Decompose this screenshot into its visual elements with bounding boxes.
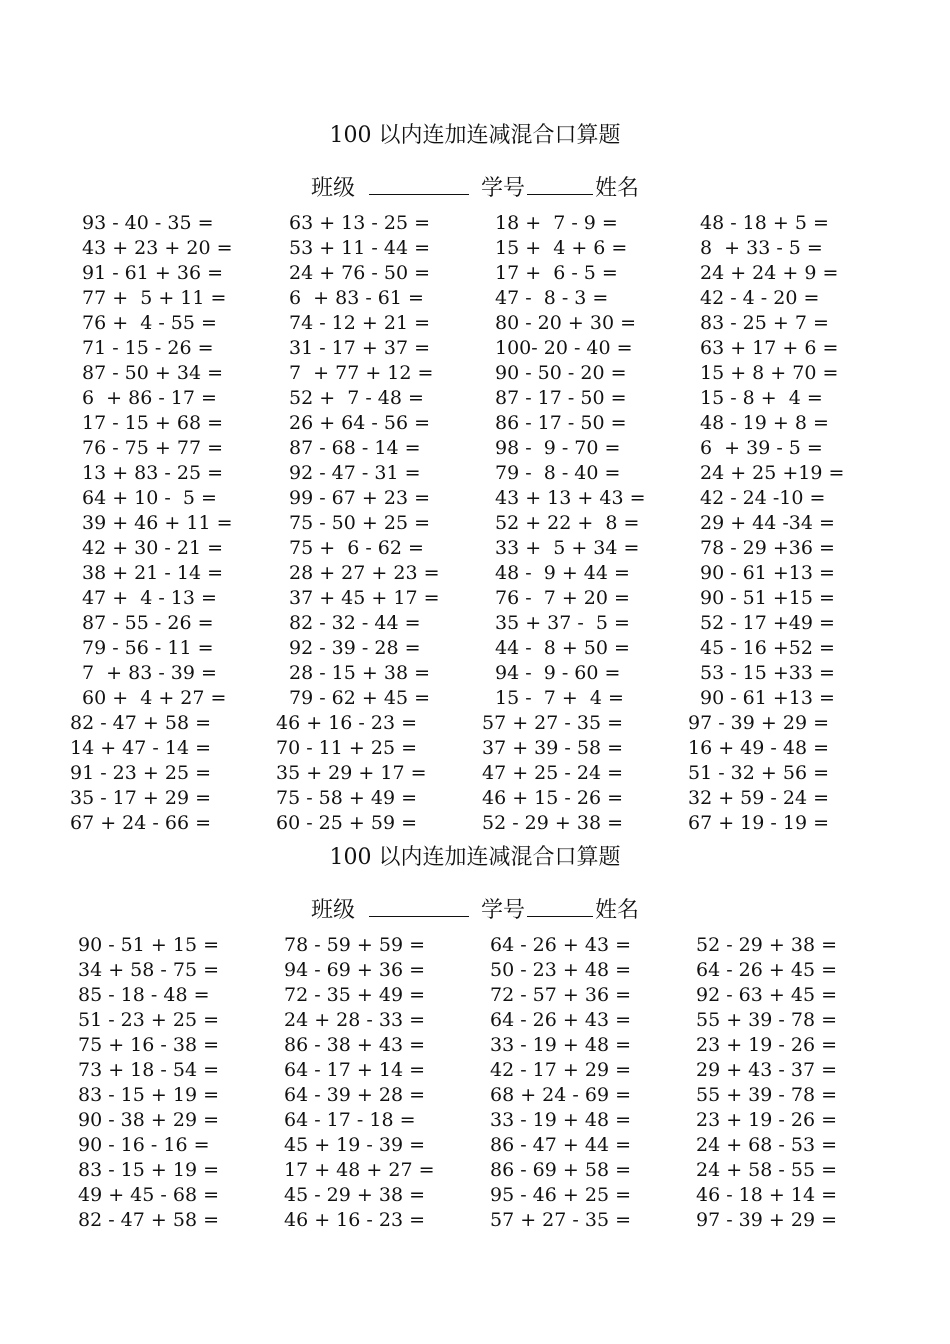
problem-item: 52 + 7 - 48 = xyxy=(289,387,424,409)
problem-item: 24 + 25 +19 = xyxy=(700,462,845,484)
problem-item: 14 + 47 - 14 = xyxy=(70,737,211,759)
problem-item: 17 - 15 + 68 = xyxy=(82,412,223,434)
problem-item: 33 - 19 + 48 = xyxy=(490,1109,631,1131)
problem-item: 68 + 24 - 69 = xyxy=(490,1084,631,1106)
id-label: 学号 xyxy=(480,176,525,201)
problem-item: 60 - 25 + 59 = xyxy=(276,812,417,834)
problem-item: 90 - 61 +13 = xyxy=(700,562,835,584)
problem-item: 45 - 16 +52 = xyxy=(700,637,835,659)
problem-item: 94 - 9 - 60 = xyxy=(495,662,621,684)
problem-item: 91 - 61 + 36 = xyxy=(82,262,223,284)
problem-item: 82 - 47 + 58 = xyxy=(70,712,211,734)
problem-item: 57 + 27 - 35 = xyxy=(490,1209,631,1231)
problem-item: 51 - 32 + 56 = xyxy=(688,762,829,784)
problem-item: 52 - 29 + 38 = xyxy=(696,934,837,956)
problem-column-1-4 xyxy=(0,211,844,836)
problem-item: 8 + 33 - 5 = xyxy=(700,237,823,259)
problem-item: 76 - 75 + 77 = xyxy=(82,437,223,459)
problem-item: 46 + 15 - 26 = xyxy=(482,787,623,809)
problem-item: 64 + 10 - 5 = xyxy=(82,487,217,509)
problem-item: 67 + 19 - 19 = xyxy=(688,812,829,834)
problem-item: 7 + 83 - 39 = xyxy=(82,662,217,684)
problem-item: 55 + 39 - 78 = xyxy=(696,1009,837,1031)
problem-item: 6 + 39 - 5 = xyxy=(700,437,823,459)
problem-item: 100- 20 - 40 = xyxy=(495,337,633,359)
class-blank[interactable] xyxy=(369,894,469,917)
problem-item: 75 - 50 + 25 = xyxy=(289,512,430,534)
problem-item: 86 - 38 + 43 = xyxy=(284,1034,425,1056)
problem-item: 51 - 23 + 25 = xyxy=(78,1009,219,1031)
problem-item: 99 - 67 + 23 = xyxy=(289,487,430,509)
problem-item: 63 + 13 - 25 = xyxy=(289,212,430,234)
student-info-line-2 xyxy=(0,894,950,925)
problem-item: 13 + 83 - 25 = xyxy=(82,462,223,484)
problem-item: 64 - 39 + 28 = xyxy=(284,1084,425,1106)
problem-item: 48 - 9 + 44 = xyxy=(495,562,630,584)
problem-item: 7 + 77 + 12 = xyxy=(289,362,434,384)
problem-item: 82 - 32 - 44 = xyxy=(289,612,421,634)
problem-item: 46 - 18 + 14 = xyxy=(696,1184,837,1206)
problem-item: 44 - 8 + 50 = xyxy=(495,637,630,659)
problem-item: 52 - 17 +49 = xyxy=(700,612,835,634)
problem-item: 95 - 46 + 25 = xyxy=(490,1184,631,1206)
problem-item: 46 + 16 - 23 = xyxy=(284,1209,425,1231)
problem-item: 87 - 17 - 50 = xyxy=(495,387,627,409)
problem-item: 82 - 47 + 58 = xyxy=(78,1209,219,1231)
problem-item: 94 - 69 + 36 = xyxy=(284,959,425,981)
id-blank[interactable] xyxy=(527,894,593,917)
problem-item: 80 - 20 + 30 = xyxy=(495,312,636,334)
problem-item: 17 + 6 - 5 = xyxy=(495,262,618,284)
problem-item: 75 + 6 - 62 = xyxy=(289,537,424,559)
problem-item: 18 + 7 - 9 = xyxy=(495,212,618,234)
problem-item: 47 + 4 - 13 = xyxy=(82,587,217,609)
problem-item: 64 - 26 + 43 = xyxy=(490,934,631,956)
problem-item: 63 + 17 + 6 = xyxy=(700,337,839,359)
problem-item: 23 + 19 - 26 = xyxy=(696,1034,837,1056)
problem-item: 92 - 47 - 31 = xyxy=(289,462,421,484)
problem-item: 87 - 50 + 34 = xyxy=(82,362,223,384)
problem-item: 72 - 57 + 36 = xyxy=(490,984,631,1006)
problem-item: 57 + 27 - 35 = xyxy=(482,712,623,734)
problem-item: 34 + 58 - 75 = xyxy=(78,959,219,981)
problem-item: 28 - 15 + 38 = xyxy=(289,662,430,684)
id-label: 学号 xyxy=(480,898,525,923)
problem-item: 64 - 17 + 14 = xyxy=(284,1059,425,1081)
problem-item: 87 - 68 - 14 = xyxy=(289,437,421,459)
problem-item: 29 + 43 - 37 = xyxy=(696,1059,837,1081)
problem-item: 17 + 48 + 27 = xyxy=(284,1159,435,1181)
problem-item: 52 + 22 + 8 = xyxy=(495,512,640,534)
problem-item: 24 + 28 - 33 = xyxy=(284,1009,425,1031)
problem-item: 49 + 45 - 68 = xyxy=(78,1184,219,1206)
problem-item: 46 + 16 - 23 = xyxy=(276,712,417,734)
problem-item: 90 - 61 +13 = xyxy=(700,687,835,709)
problem-item: 32 + 59 - 24 = xyxy=(688,787,829,809)
problem-item: 64 - 26 + 43 = xyxy=(490,1009,631,1031)
problem-item: 70 - 11 + 25 = xyxy=(276,737,417,759)
problem-item: 15 - 8 + 4 = xyxy=(700,387,823,409)
problem-item: 76 + 4 - 55 = xyxy=(82,312,217,334)
problem-item: 35 + 37 - 5 = xyxy=(495,612,630,634)
problem-item: 6 + 83 - 61 = xyxy=(289,287,424,309)
problem-column-2-4 xyxy=(0,933,837,1233)
problem-item: 47 - 8 - 3 = xyxy=(495,287,609,309)
problem-item: 53 - 15 +33 = xyxy=(700,662,835,684)
problem-item: 75 - 58 + 49 = xyxy=(276,787,417,809)
problem-item: 42 - 24 -10 = xyxy=(700,487,826,509)
problem-item: 35 + 29 + 17 = xyxy=(276,762,427,784)
problem-item: 47 + 25 - 24 = xyxy=(482,762,623,784)
problem-item: 73 + 18 - 54 = xyxy=(78,1059,219,1081)
problem-item: 90 - 38 + 29 = xyxy=(78,1109,219,1131)
problem-item: 29 + 44 -34 = xyxy=(700,512,835,534)
problem-item: 15 + 4 + 6 = xyxy=(495,237,628,259)
id-blank[interactable] xyxy=(527,172,593,195)
problem-item: 23 + 19 - 26 = xyxy=(696,1109,837,1131)
problem-item: 92 - 63 + 45 = xyxy=(696,984,837,1006)
problem-item: 90 - 51 +15 = xyxy=(700,587,835,609)
problem-item: 38 + 21 - 14 = xyxy=(82,562,223,584)
problem-item: 77 + 5 + 11 = xyxy=(82,287,227,309)
problem-item: 45 - 29 + 38 = xyxy=(284,1184,425,1206)
problem-item: 90 - 51 + 15 = xyxy=(78,934,219,956)
problem-item: 16 + 49 - 48 = xyxy=(688,737,829,759)
problem-item: 33 + 5 + 34 = xyxy=(495,537,640,559)
problem-item: 60 + 4 + 27 = xyxy=(82,687,227,709)
problem-item: 91 - 23 + 25 = xyxy=(70,762,211,784)
problem-item: 78 - 29 +36 = xyxy=(700,537,835,559)
problem-item: 26 + 64 - 56 = xyxy=(289,412,430,434)
problem-item: 31 - 17 + 37 = xyxy=(289,337,430,359)
problem-item: 79 - 8 - 40 = xyxy=(495,462,621,484)
problem-item: 78 - 59 + 59 = xyxy=(284,934,425,956)
name-label: 姓名 xyxy=(595,898,640,923)
problem-item: 39 + 46 + 11 = xyxy=(82,512,233,534)
class-label: 班级 xyxy=(310,898,355,923)
problem-item: 67 + 24 - 66 = xyxy=(70,812,211,834)
problem-item: 64 - 26 + 45 = xyxy=(696,959,837,981)
problem-item: 43 + 13 + 43 = xyxy=(495,487,646,509)
problem-item: 83 - 15 + 19 = xyxy=(78,1084,219,1106)
problem-item: 83 - 25 + 7 = xyxy=(700,312,829,334)
problem-item: 55 + 39 - 78 = xyxy=(696,1084,837,1106)
problem-item: 86 - 69 + 58 = xyxy=(490,1159,631,1181)
problem-item: 93 - 40 - 35 = xyxy=(82,212,214,234)
problem-item: 37 + 39 - 58 = xyxy=(482,737,623,759)
problem-item: 43 + 23 + 20 = xyxy=(82,237,233,259)
problem-item: 42 - 17 + 29 = xyxy=(490,1059,631,1081)
problem-item: 52 - 29 + 38 = xyxy=(482,812,623,834)
class-label: 班级 xyxy=(310,176,355,201)
problem-item: 64 - 17 - 18 = xyxy=(284,1109,416,1131)
problem-item: 87 - 55 - 26 = xyxy=(82,612,214,634)
problem-item: 15 + 8 + 70 = xyxy=(700,362,839,384)
problem-item: 83 - 15 + 19 = xyxy=(78,1159,219,1181)
problem-item: 85 - 18 - 48 = xyxy=(78,984,210,1006)
problem-item: 90 - 16 - 16 = xyxy=(78,1134,210,1156)
worksheet-title-1: 100 以内连加连减混合口算题 xyxy=(329,123,621,148)
problem-item: 74 - 12 + 21 = xyxy=(289,312,430,334)
class-blank[interactable] xyxy=(369,172,469,195)
worksheet-title-2: 100 以内连加连减混合口算题 xyxy=(329,845,621,870)
problem-item: 90 - 50 - 20 = xyxy=(495,362,627,384)
problem-item: 97 - 39 + 29 = xyxy=(688,712,829,734)
problem-item: 79 - 56 - 11 = xyxy=(82,637,214,659)
problem-item: 50 - 23 + 48 = xyxy=(490,959,631,981)
problem-item: 71 - 15 - 26 = xyxy=(82,337,214,359)
problem-item: 53 + 11 - 44 = xyxy=(289,237,430,259)
problem-item: 33 - 19 + 48 = xyxy=(490,1034,631,1056)
problem-item: 48 - 18 + 5 = xyxy=(700,212,829,234)
problem-item: 76 - 7 + 20 = xyxy=(495,587,630,609)
problem-item: 15 - 7 + 4 = xyxy=(495,687,624,709)
problem-item: 86 - 47 + 44 = xyxy=(490,1134,631,1156)
problem-item: 24 + 24 + 9 = xyxy=(700,262,839,284)
problem-item: 24 + 76 - 50 = xyxy=(289,262,430,284)
problem-item: 42 + 30 - 21 = xyxy=(82,537,223,559)
problem-item: 45 + 19 - 39 = xyxy=(284,1134,425,1156)
problem-item: 97 - 39 + 29 = xyxy=(696,1209,837,1231)
problem-item: 86 - 17 - 50 = xyxy=(495,412,627,434)
problem-item: 42 - 4 - 20 = xyxy=(700,287,820,309)
problem-item: 37 + 45 + 17 = xyxy=(289,587,440,609)
problem-item: 24 + 68 - 53 = xyxy=(696,1134,837,1156)
problem-item: 79 - 62 + 45 = xyxy=(289,687,430,709)
name-label: 姓名 xyxy=(595,176,640,201)
problem-item: 28 + 27 + 23 = xyxy=(289,562,440,584)
problem-item: 35 - 17 + 29 = xyxy=(70,787,211,809)
problem-item: 92 - 39 - 28 = xyxy=(289,637,421,659)
problem-item: 6 + 86 - 17 = xyxy=(82,387,217,409)
problem-item: 75 + 16 - 38 = xyxy=(78,1034,219,1056)
problem-item: 24 + 58 - 55 = xyxy=(696,1159,837,1181)
problem-item: 98 - 9 - 70 = xyxy=(495,437,621,459)
student-info-line-1 xyxy=(0,172,950,203)
problem-item: 48 - 19 + 8 = xyxy=(700,412,829,434)
problem-item: 72 - 35 + 49 = xyxy=(284,984,425,1006)
